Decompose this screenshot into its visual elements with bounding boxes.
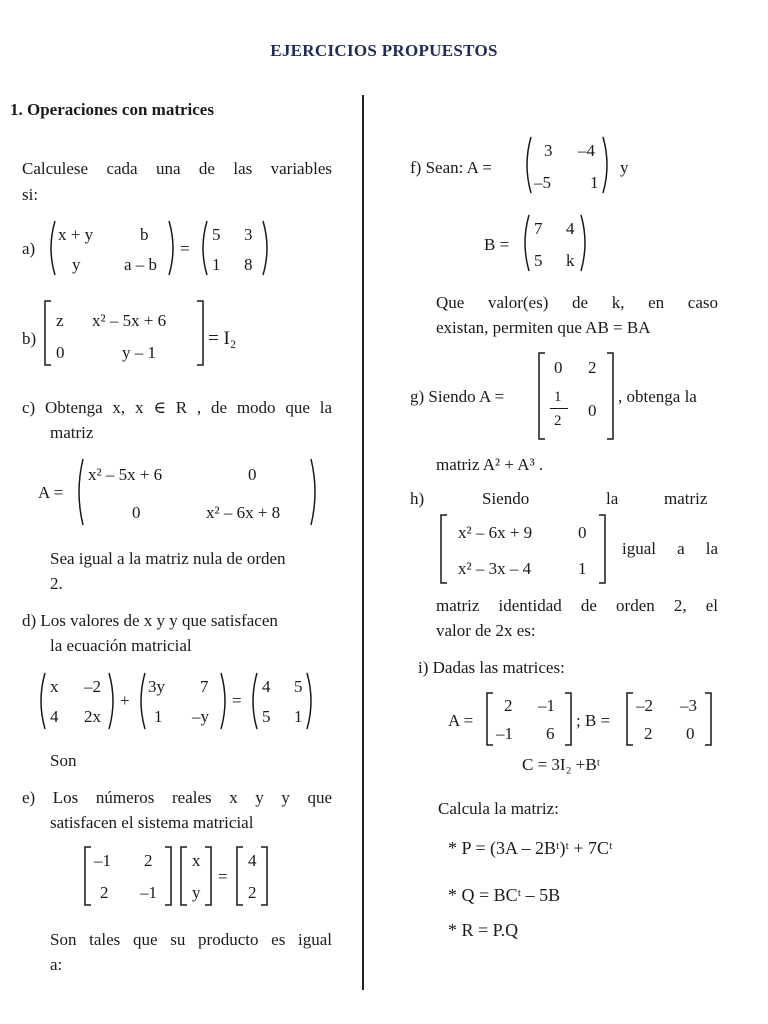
exercise-h-word: la — [606, 489, 619, 508]
matrix-cell: 2 — [504, 696, 513, 715]
plus-sign: + — [120, 691, 130, 710]
matrix-cell: 0 — [554, 358, 563, 377]
exercise-g-tail: , obtenga la — [618, 387, 697, 406]
matrix-lhs: A = — [38, 483, 64, 502]
left-paren — [36, 672, 46, 730]
exercise-i-line-1: i) Dadas las matrices: — [418, 658, 565, 677]
left-bracket — [236, 846, 244, 906]
exercise-i-c-def: C = 3I₂ +Bᵗ — [522, 755, 600, 774]
exercise-h-word: matriz — [664, 489, 708, 508]
matrix-cell: –1 — [496, 724, 513, 743]
matrix-cell: 7 — [200, 677, 209, 696]
matrix-cell: 5 — [294, 677, 303, 696]
matrix-cell: x² – 6x + 8 — [206, 503, 281, 522]
matrix-cell: 2 — [644, 724, 653, 743]
exercise-b-label: b) — [22, 329, 37, 348]
matrix-cell: –1 — [538, 696, 555, 715]
left-paren — [522, 136, 532, 194]
matrix-cell: k — [566, 251, 575, 270]
matrix-cell: x + y — [58, 225, 94, 244]
matrix-cell: –5 — [534, 173, 551, 192]
exercise-i-sep: ; B = — [576, 711, 611, 730]
exercise-c-line-2: matriz — [50, 423, 94, 442]
matrix-cell: a – b — [124, 255, 158, 274]
exercise-i-p: * P = (3A – 2Bᵗ)ᵗ + 7Cᵗ — [448, 838, 613, 858]
exercise-h-line-2: matriz identidad de orden 2, el — [436, 596, 718, 615]
matrix-cell: 5 — [262, 707, 271, 726]
matrix-cell: 3 — [244, 225, 253, 244]
exercise-d-son: Son — [50, 751, 77, 770]
matrix-cell: –2 — [636, 696, 653, 715]
matrix-cell: 1 — [578, 559, 587, 578]
left-bracket — [84, 846, 92, 906]
right-paren — [220, 672, 230, 730]
matrix-cell: 2x — [84, 707, 101, 726]
exercise-c-statement-1: Sea igual a la matriz nula de orden — [50, 549, 286, 568]
exercise-f-question-1: Que valor(es) de k, en caso — [436, 293, 718, 312]
equals-sign: = — [218, 867, 228, 886]
exercise-g-line-2: matriz A² + A³ . — [436, 455, 544, 474]
exercise-h-side: igual a la — [622, 539, 718, 558]
right-paren — [580, 214, 590, 272]
exercise-a-label: a) — [22, 239, 36, 258]
right-paren — [310, 458, 320, 526]
exercise-c-line-1: c) Obtenga x, x ∈ R , de modo que la — [22, 398, 332, 417]
matrix-cell: 1 — [590, 173, 599, 192]
matrix-cell: 0 — [588, 401, 597, 420]
right-paren — [168, 220, 178, 276]
matrix-cell: y – 1 — [122, 343, 156, 362]
right-bracket — [204, 846, 212, 906]
matrix-cell: 5 — [534, 251, 543, 270]
exercise-i-calc: Calcula la matriz: — [438, 799, 559, 818]
exercise-e-statement-2: a: — [50, 955, 63, 974]
matrix-cell: 4 — [566, 219, 575, 238]
exercise-d-line-2: la ecuación matricial — [50, 636, 192, 655]
matrix-cell: 0 — [56, 343, 65, 362]
matrix-cell: 0 — [132, 503, 141, 522]
intro-line-2: si: — [22, 185, 39, 204]
matrix-cell: 2 — [588, 358, 597, 377]
right-bracket — [564, 692, 572, 746]
matrix-cell: y — [72, 255, 81, 274]
exercise-f-lead-b: B = — [484, 235, 510, 254]
intro-line-1: Calculese cada una de las variables — [22, 159, 332, 178]
matrix-cell: y — [192, 883, 201, 902]
right-paren — [262, 220, 272, 276]
exercise-e-line-2: satisfacen el sistema matricial — [50, 813, 254, 832]
matrix-cell: –4 — [578, 141, 595, 160]
fraction-denominator: 2 — [554, 413, 562, 429]
right-bracket — [704, 692, 712, 746]
right-bracket — [606, 352, 614, 440]
left-paren — [74, 458, 84, 526]
page-title: EJERCICIOS PROPUESTOS — [270, 41, 498, 60]
matrix-cell: 3y — [148, 677, 165, 696]
matrix-cell: 4 — [248, 851, 257, 870]
left-bracket — [440, 514, 448, 584]
matrix-cell: 4 — [50, 707, 59, 726]
exercise-i-q: * Q = BCᵗ – 5B — [448, 885, 561, 905]
matrix-cell: –3 — [680, 696, 697, 715]
matrix-cell: 1 — [154, 707, 163, 726]
matrix-cell: 3 — [544, 141, 553, 160]
matrix-cell: 0 — [248, 465, 257, 484]
exercise-e-statement-1: Son tales que su producto es igual — [50, 930, 332, 949]
matrix-cell: –y — [192, 707, 209, 726]
exercise-f-question-2: existan, permiten que AB = BA — [436, 318, 651, 337]
matrix-cell: x² – 3x – 4 — [458, 559, 532, 578]
matrix-cell: x² – 5x + 6 — [88, 465, 163, 484]
matrix-cell: x — [50, 677, 59, 696]
left-bracket — [486, 692, 494, 746]
right-paren — [602, 136, 612, 194]
left-bracket — [44, 300, 52, 366]
matrix-cell: x² – 6x + 9 — [458, 523, 533, 542]
exercise-i-r: * R = P.Q — [448, 920, 519, 940]
matrix-cell: 6 — [546, 724, 555, 743]
right-bracket — [598, 514, 606, 584]
matrix-cell: 1 — [212, 255, 221, 274]
fraction-numerator: 1 — [554, 389, 562, 405]
exercise-g-lead: g) Siendo A = — [410, 387, 505, 406]
matrix-cell: –1 — [94, 851, 111, 870]
equals-sign: = — [180, 239, 190, 258]
matrix-cell: 1 — [294, 707, 303, 726]
identity-rhs: = I₂ — [208, 328, 237, 349]
left-paren — [198, 220, 208, 276]
exercise-h-line-3: valor de 2x es: — [436, 621, 536, 640]
left-bracket — [180, 846, 188, 906]
exercise-f-and: y — [620, 158, 629, 177]
matrix-cell: 4 — [262, 677, 271, 696]
right-bracket — [164, 846, 172, 906]
matrix-cell: 2 — [248, 883, 257, 902]
left-paren — [136, 672, 146, 730]
exercise-e-line-1: e) Los números reales x y y que — [22, 788, 332, 807]
exercise-i-lead-a: A = — [448, 711, 474, 730]
matrix-cell: –1 — [140, 883, 157, 902]
matrix-cell: 7 — [534, 219, 543, 238]
matrix-cell: 0 — [686, 724, 695, 743]
section-heading: 1. Operaciones con matrices — [10, 100, 214, 119]
matrix-cell: b — [140, 225, 149, 244]
matrix-cell: z — [56, 311, 64, 330]
exercise-d-line-1: d) Los valores de x y y que satisfacen — [22, 611, 278, 630]
left-paren — [248, 672, 258, 730]
left-paren — [46, 220, 56, 276]
matrix-cell: 2 — [144, 851, 153, 870]
matrix-cell: x — [192, 851, 201, 870]
exercise-f-lead: f) Sean: A = — [410, 158, 492, 177]
column-divider — [362, 95, 364, 990]
matrix-cell: 5 — [212, 225, 221, 244]
right-paren — [306, 672, 316, 730]
fraction-bar — [550, 408, 568, 409]
right-paren — [108, 672, 118, 730]
exercise-h-word: h) — [410, 489, 425, 508]
exercise-c-statement-2: 2. — [50, 574, 63, 593]
left-bracket — [538, 352, 546, 440]
matrix-cell: 0 — [578, 523, 587, 542]
exercise-h-word: Siendo — [482, 489, 530, 508]
left-paren — [520, 214, 530, 272]
right-bracket — [196, 300, 204, 366]
matrix-cell: 2 — [100, 883, 109, 902]
equals-sign: = — [232, 691, 242, 710]
matrix-cell: 8 — [244, 255, 253, 274]
matrix-cell: x² – 5x + 6 — [92, 311, 167, 330]
left-bracket — [626, 692, 634, 746]
matrix-cell: –2 — [84, 677, 101, 696]
right-bracket — [260, 846, 268, 906]
